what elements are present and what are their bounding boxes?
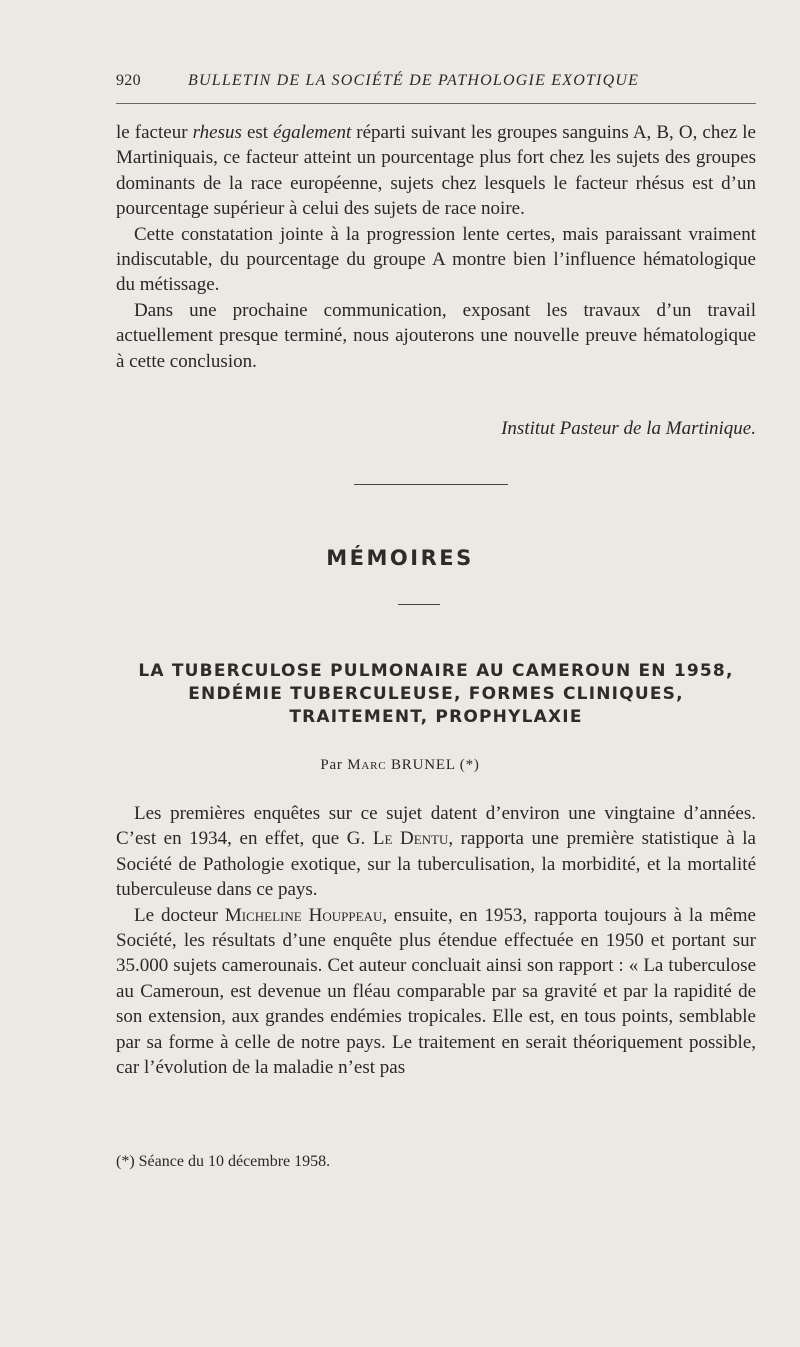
page-number: 920	[116, 72, 141, 89]
byline-par: Par	[320, 757, 348, 773]
running-head: BULLETIN DE LA SOCIÉTÉ DE PATHOLOGIE EXOTIQUE	[188, 72, 640, 89]
intro-paragraph-3: Dans une prochaine communication, exposant les travaux d’un travail actuellement presque terminé, nous ajouterons une nouvelle preuve hématologique à cette conclusion.	[116, 299, 756, 372]
article-p1-text-b: , rapporta une première statistique à la Société de Pathologie exotique, sur la tuberculisation, la morbidité, et la mortalité tuberculeuse dans ce pays.	[116, 828, 756, 901]
article-p2-text-b: , ensuite, en 1953, rapporta toujours à la même Société, les résultats d’une enquête plus étendue effectuée en 1950 et portant sur 35.000 sujets camerounais. Cet auteur concluait ainsi son rapport : « La tuberculose au Cameroun, est devenue un fléau comparable par sa gravité et par la rapidité de son extension, aux grandes endémies tropicales. Elle est, en tous points, semblable par sa forme à celle de notre pays. Le traitement en serait théoriquement possible, car l’évolution de la maladie n’est pas	[116, 904, 756, 1079]
intro-p1-egalement: également	[273, 122, 352, 143]
section-title: MÉMOIRES	[326, 546, 474, 570]
byline-first-name: Marc	[347, 757, 387, 773]
intro-p1-text-a: le facteur	[116, 122, 193, 143]
article-p1-author-name: Le Dentu	[372, 828, 449, 850]
article-byline	[0, 757, 800, 774]
intro-p1-rhesus: rhesus	[192, 122, 242, 143]
article-p1-text-a: Les premières enquêtes sur ce sujet datent d’environ une vingtaine d’années. C’est en 1934, en effet, que G.	[116, 803, 756, 850]
article-body	[116, 801, 756, 1080]
intro-paragraph-1	[116, 120, 756, 222]
article-paragraph-2	[116, 903, 756, 1081]
section-title-rule	[398, 604, 440, 605]
footnote: (*) Séance du 10 décembre 1958.	[116, 1153, 331, 1170]
header-rule	[116, 103, 756, 104]
article-paragraph-1	[116, 801, 756, 903]
intro-p1-text-b: est	[241, 122, 274, 143]
article-title-line-1: LA TUBERCULOSE PULMONAIRE AU CAMEROUN EN 1958,	[138, 661, 734, 681]
section-divider	[354, 484, 508, 485]
intro-paragraph-2: Cette constatation jointe à la progression lente certes, mais paraissant vraiment indiscutable, du pourcentage du groupe A montre bien l’influence hématologique du métissage.	[116, 223, 756, 296]
article-p2-author-name: Micheline Houppeau	[224, 904, 383, 926]
article-title-line-2: ENDÉMIE TUBERCULEUSE, FORMES CLINIQUES,	[188, 684, 684, 704]
article-title-line-3: TRAITEMENT, PROPHYLAXIE	[289, 707, 583, 727]
intro-text	[116, 120, 756, 374]
article-p2-text-a: Le docteur	[134, 904, 225, 926]
article-title	[116, 660, 756, 729]
byline-last-name: BRUNEL (*)	[386, 757, 480, 773]
institution-signature: Institut Pasteur de la Martinique.	[501, 418, 756, 439]
intro-p1-text-c: réparti suivant les groupes sanguins A, B, O, chez le Martiniquais, ce facteur atteint un pourcentage plus fort chez les sujets des groupes dominants de la race européenne, sujets chez lesquels le facteur rhésus est d’un pourcentage supérieur à celui des sujets de race noire.	[116, 122, 756, 220]
